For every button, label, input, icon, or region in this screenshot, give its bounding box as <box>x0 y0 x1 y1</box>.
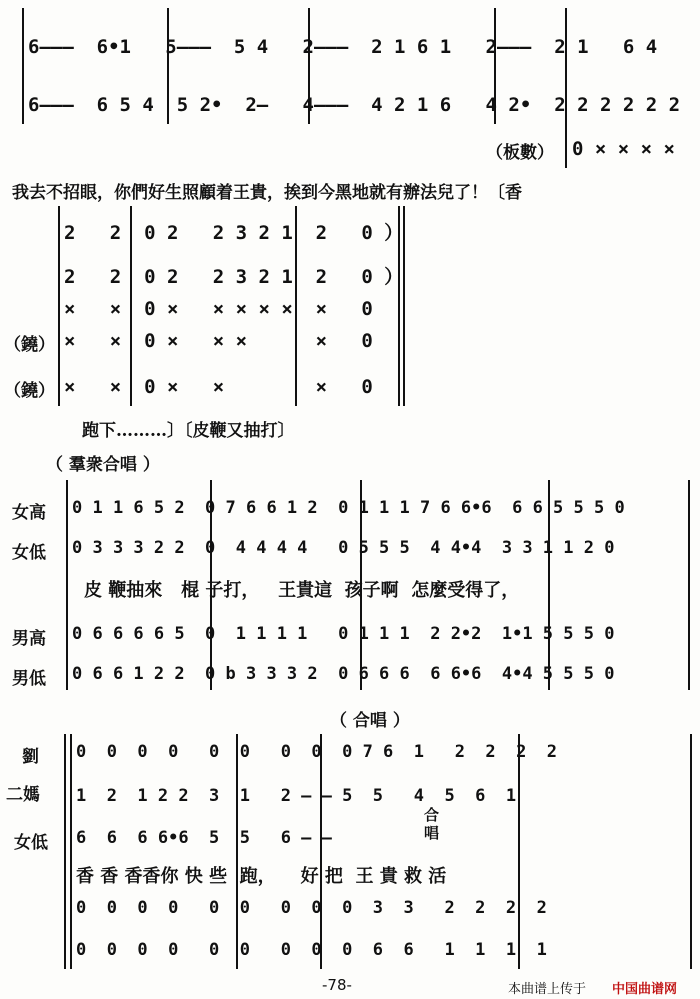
system4-bar-2 <box>320 734 322 969</box>
system3-label-soprano: 女高 <box>12 503 46 523</box>
system4-row-6: 0 0 0 0 0 0 0 0 0 6 6 1 1 1 1 <box>76 940 547 960</box>
system4-lyrics: 香 香 香香你 快 些 跑， 好 把 王 貴 救 活 <box>76 866 447 887</box>
hechang-label: （ 合唱 ） <box>330 711 410 731</box>
system2-end-bar-b <box>403 206 405 406</box>
system4-row-5: 0 0 0 0 0 0 0 0 0 3 3 2 2 2 2 <box>76 898 547 918</box>
chorus-label: （ 羣衆合唱 ） <box>46 455 160 475</box>
system3-soprano-notes: 0 1 1 6 5 2 0 7 6 6 1 2 0 1 1 1 7 6 6•6 6 6 5 5 5 0 <box>72 498 625 518</box>
system3-alto-notes: 0 3 3 3 2 2 0 4 4 4 4 0 5 5 5 4 4•4 3 3 1 1 2 0 <box>72 538 615 558</box>
system3-start-bar <box>66 480 68 690</box>
site-logo-text: 中国曲谱网 <box>612 982 678 997</box>
system4-label-alto: 女低 <box>14 833 48 853</box>
system3-lyrics: 皮 鞭抽來 棍 子打， 王貴這 孩子啊 怎麼受得了， <box>84 580 520 601</box>
system4-label-erma: 二媽 <box>6 785 40 805</box>
system3-label-alto: 女低 <box>12 543 46 563</box>
page-number: -78- <box>322 976 352 994</box>
system2-row-2: 2 2 0 2 2 3 2 1 2 0 ） <box>64 266 404 288</box>
narration-line-1: 我去不招眼，你們好生照顧着王貴，挨到今黑地就有辦法兒了！〔香 <box>12 183 522 203</box>
system1-start-bar <box>22 8 24 124</box>
system4-bar-1 <box>236 734 238 969</box>
system3-tenor-notes: 0 6 6 6 6 5 0 1 1 1 1 0 1 1 1 2 2•2 1•1 5 5 5 0 <box>72 624 615 644</box>
footer-upload-text: 本曲谱上传于 <box>508 982 587 997</box>
system2-start-bar <box>58 206 60 406</box>
system1-bar-4 <box>565 8 567 168</box>
system1-upper-notes: 6——— 6•1 5——— 5 4 2——— 2 1 6 1 2——— 2 1 6 4 <box>28 36 658 58</box>
banshu-label: （板數） <box>486 143 554 163</box>
system2-row-4: × × 0 × × × × 0 <box>64 330 373 352</box>
banshu-notes: 0 × × × × <box>572 138 675 160</box>
system3-end-bar <box>688 480 690 690</box>
system4-bar-3 <box>518 734 520 969</box>
system2-row-1: 2 2 0 2 2 3 2 1 2 0 ） <box>64 222 404 244</box>
system4-start-bar <box>70 734 72 969</box>
system2-row-label-5: （鐃） <box>4 381 55 401</box>
system3-bass-notes: 0 6 6 1 2 2 0 b 3 3 3 2 0 6 6 6 6 6•6 4•4 5 5 5 0 <box>72 664 615 684</box>
system4-row-2: 1 2 1 2 2 3 1 2 — — 5 5 4 5 6 1 <box>76 786 517 806</box>
system4-end-bar <box>690 734 692 969</box>
system4-bracket <box>64 734 66 969</box>
system4-row-1: 0 0 0 0 0 0 0 0 0 7 6 1 2 2 2 2 <box>76 742 558 762</box>
narration-line-2: 跑下………〕〔皮鞭又抽打〕 <box>82 421 295 441</box>
system2-row-5: × × 0 × × × 0 <box>64 376 373 398</box>
he-chang-vertical: 合唱 <box>424 806 440 842</box>
system4-row-3: 6 6 6 6•6 5 5 6 — — <box>76 828 414 848</box>
system1-lower-notes: 6——— 6 5 4 5 2• 2— 4——— 4 2 1 6 4 2• 2 2 2 2 2 2 <box>28 94 681 116</box>
system2-row-3: × × 0 × × × × × × 0 <box>64 298 373 320</box>
system2-row-label-4: （鐃） <box>4 335 55 355</box>
system3-label-bass: 男低 <box>12 669 46 689</box>
system3-label-tenor: 男高 <box>12 629 46 649</box>
system4-label-liu: 劉 <box>22 747 39 767</box>
